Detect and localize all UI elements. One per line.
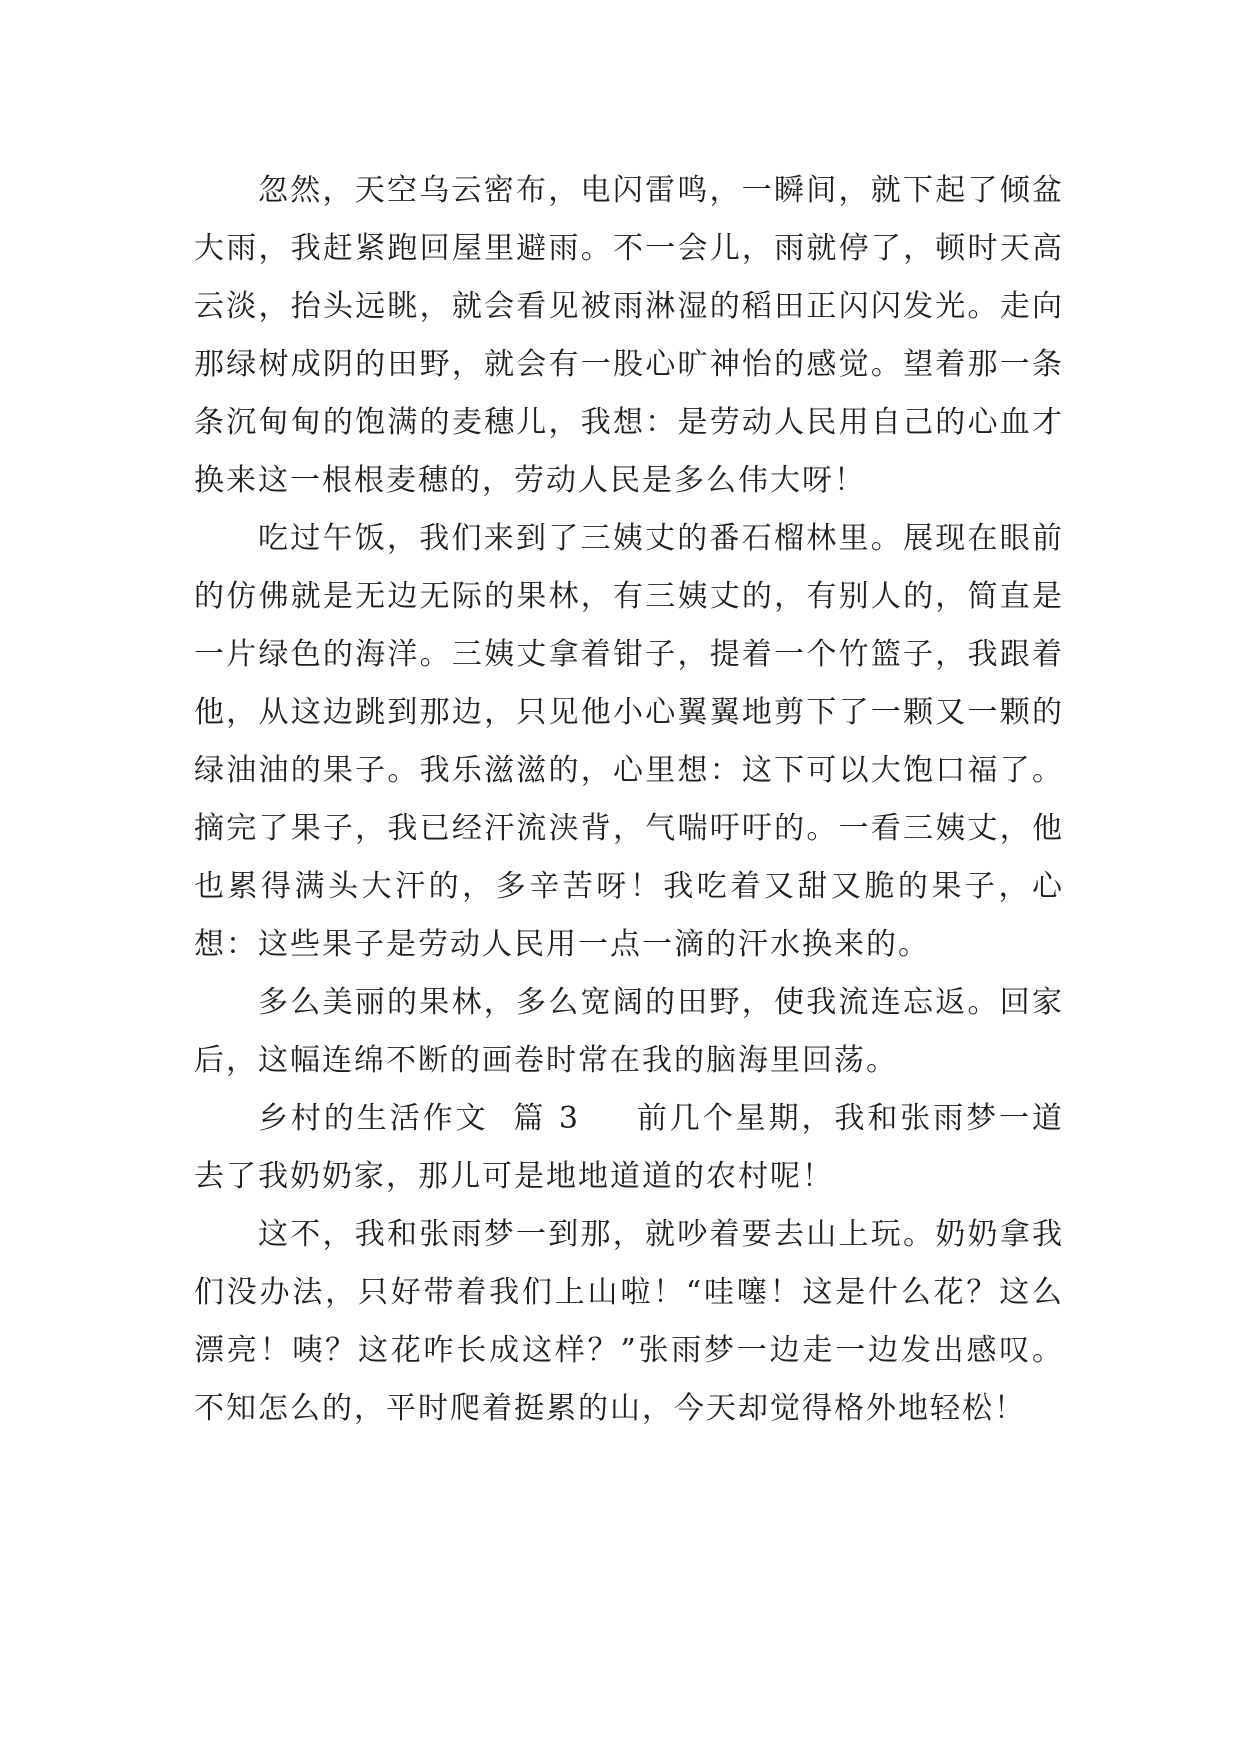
paragraph-storm: 忽然，天空乌云密布，电闪雷鸣，一瞬间，就下起了倾盆大雨，我赶紧跑回屋里避雨。不一会儿，雨就停了，顿时天高云淡，抬头远眺，就会看见被雨淋湿的稻田正闪闪发光。走向那绿树成阴的田野，就会有一股心旷神怡的感觉。望着那一条条沉甸甸的饱满的麦穗儿，我想：是劳动人民用自己的心血才换来这一根根麦穗的，劳动人民是多么伟大呀！ xyxy=(194,173,1064,498)
paragraph-reflection: 多么美丽的果林，多么宽阔的田野，使我流连忘返。回家后，这幅连绵不断的画卷时常在我的脑海里回荡。 xyxy=(194,985,1064,1078)
section-intro-paragraph xyxy=(194,1090,1064,1206)
paragraph-orchard: 吃过午饭，我们来到了三姨丈的番石榴林里。展现在眼前的仿佛就是无边无际的果林，有三姨丈的，有别人的，简直是一片绿色的海洋。三姨丈拿着钳子，提着一个竹篮子，我跟着他，从这边跳到那边，只见他小心翼翼地剪下了一颗又一颗的绿油油的果子。我乐滋滋的，心里想：这下可以大饱口福了。摘完了果子，我已经汗流浃背，气喘吁吁的。一看三姨丈，他也累得满头大汗的，多辛苦呀！我吃着又甜又脆的果子，心想：这些果子是劳动人民用一点一滴的汗水换来的。 xyxy=(194,521,1064,962)
document-body xyxy=(194,162,1064,1438)
section-title: 乡村的生活作文 篇 3 xyxy=(258,1101,580,1136)
paragraph-mountain: 这不，我和张雨梦一到那，就吵着要去山上玩。奶奶拿我们没办法，只好带着我们上山啦！“哇噻！这是什么花？这么漂亮！咦？这花咋长成这样？”张雨梦一边走一边发出感叹。不知怎么的，平时爬着挺累的山，今天却觉得格外地轻松！ xyxy=(194,1217,1064,1426)
section-first-paragraph: 前几个星期，我和张雨梦一道去了我奶奶家，那儿可是地地道道的农村呢！ xyxy=(194,1101,1064,1194)
